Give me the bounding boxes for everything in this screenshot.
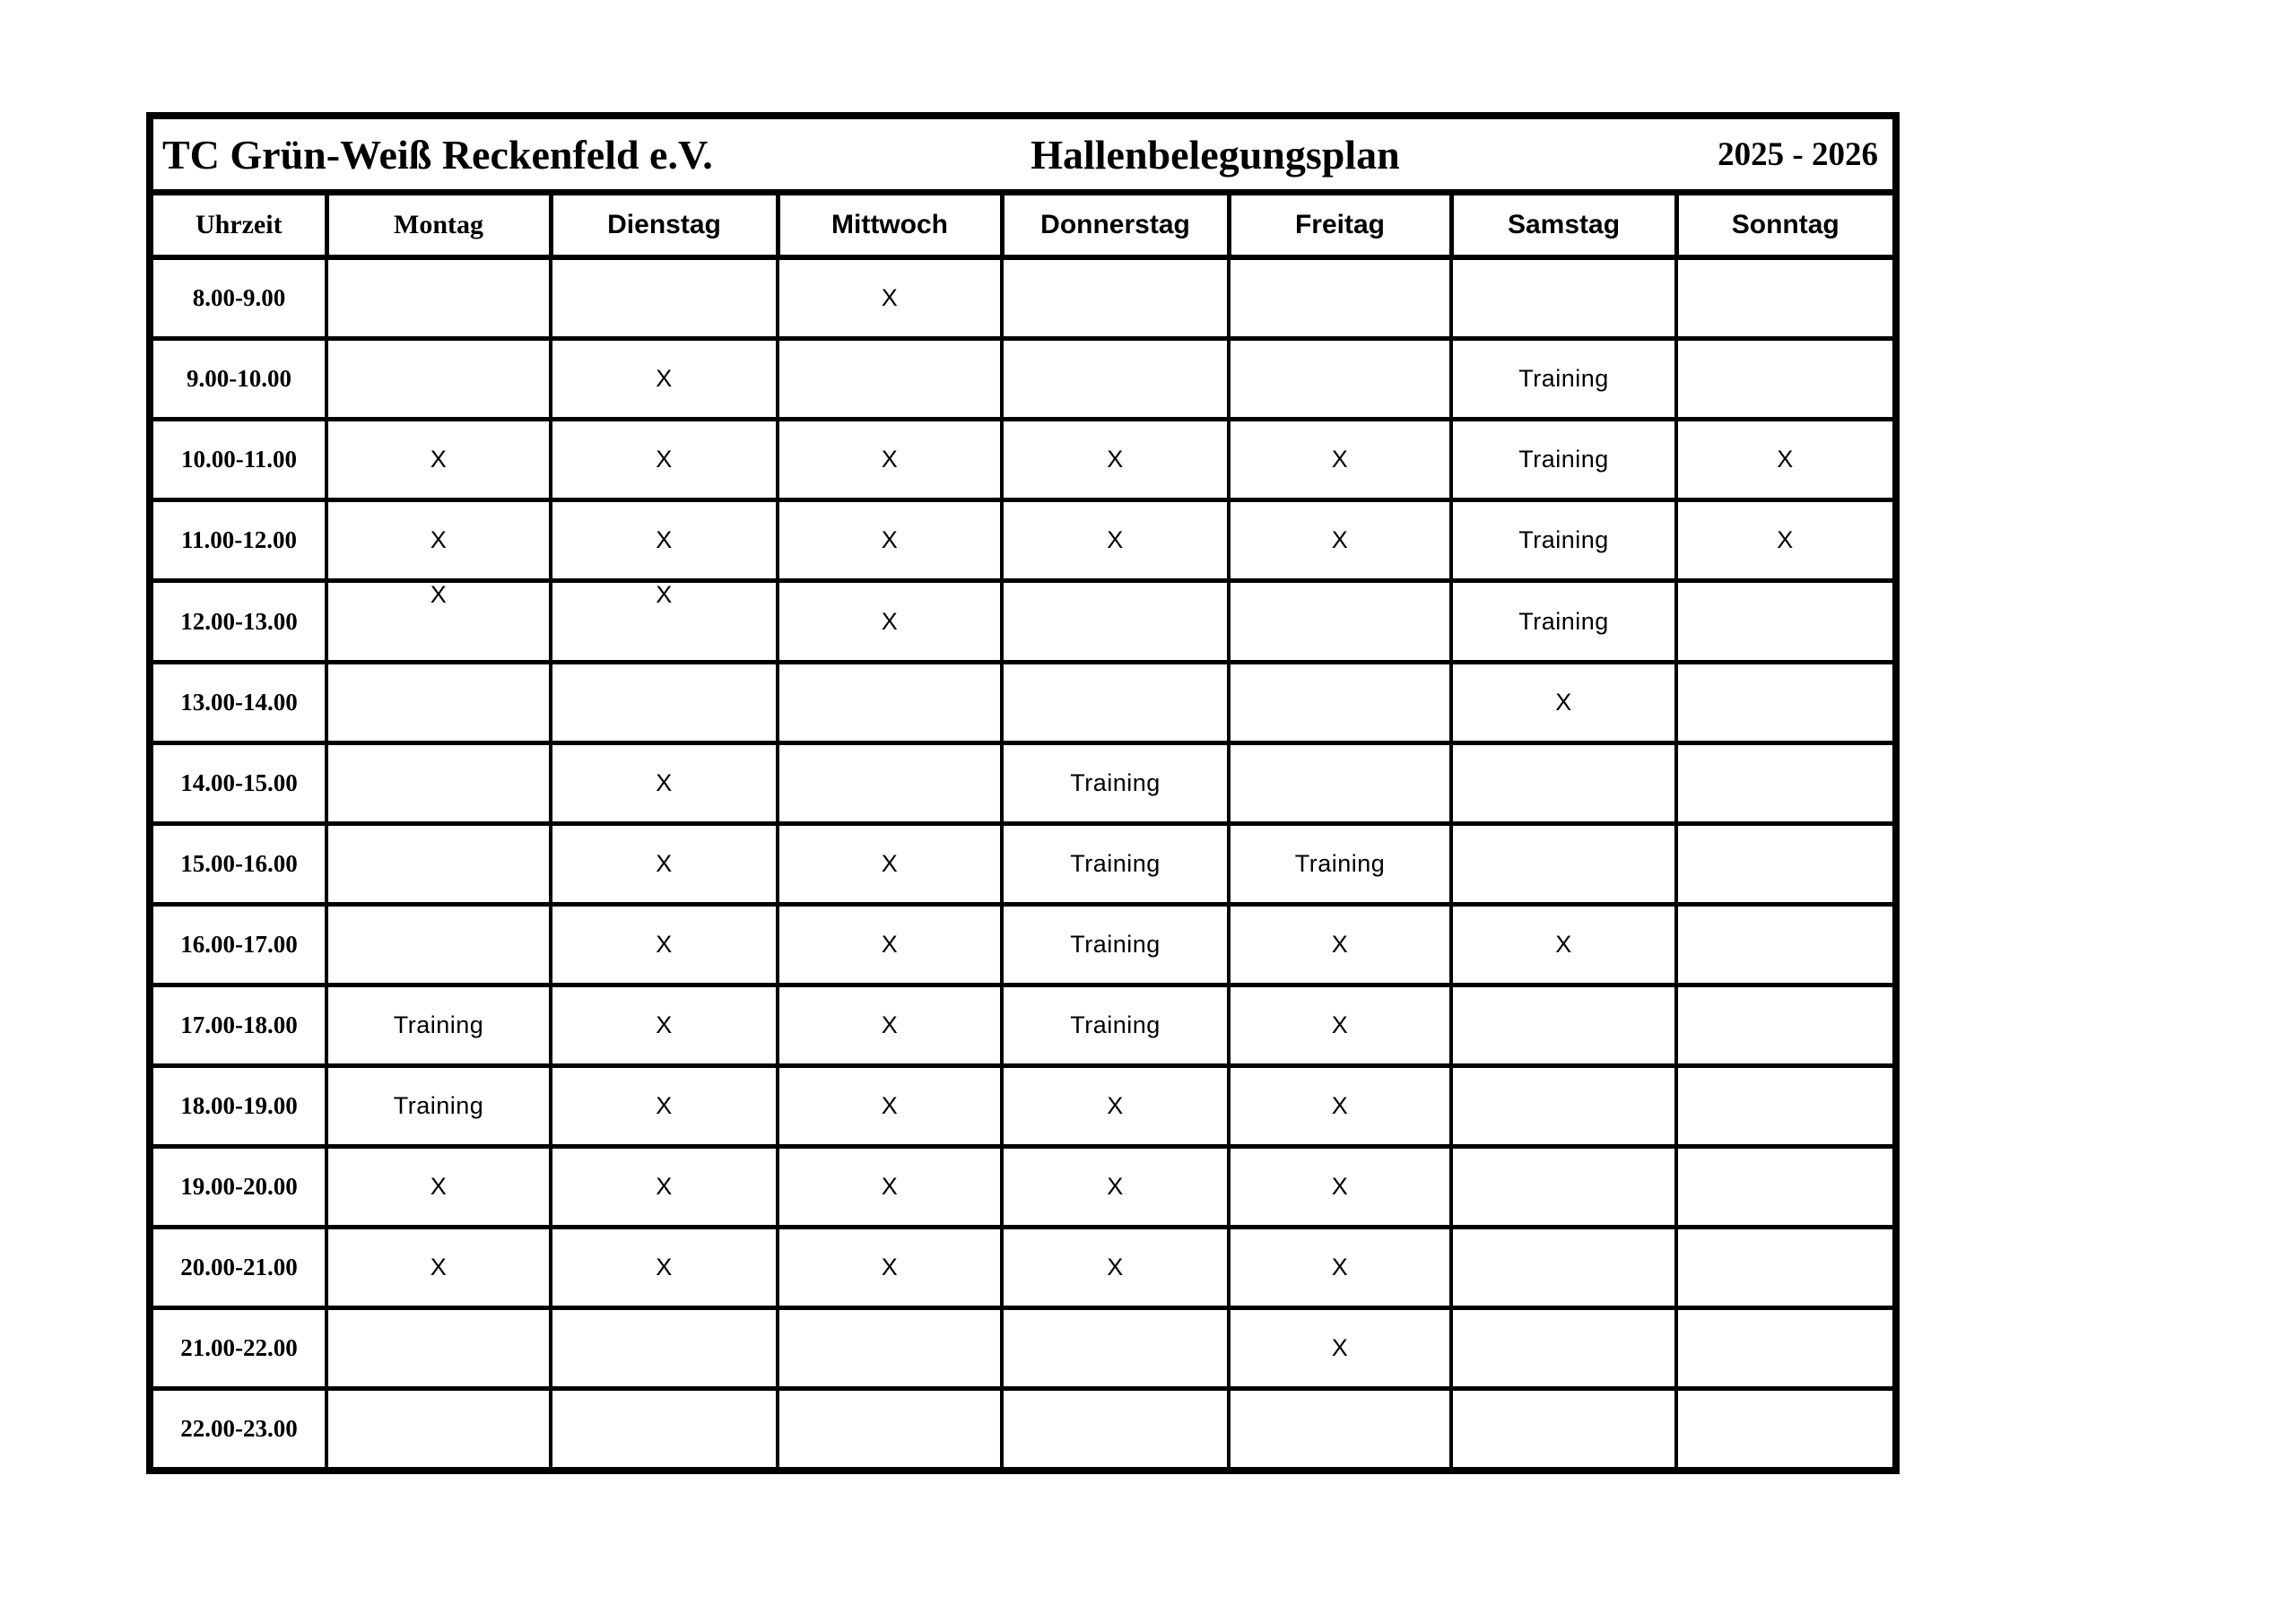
schedule-cell: Training [1002, 985, 1229, 1066]
schedule-cell: X [778, 1147, 1002, 1228]
schedule-cell: X [1229, 985, 1451, 1066]
schedule-cell [551, 1308, 778, 1389]
page-title: Hallenbelegungsplan [1031, 131, 1400, 178]
time-cell: 19.00-20.00 [150, 1147, 326, 1228]
table-row [150, 1066, 1896, 1147]
column-header-montag: Montag [326, 193, 551, 258]
time-cell: 8.00-9.00 [150, 257, 326, 339]
schedule-cell [778, 743, 1002, 824]
schedule-cell [1002, 1389, 1229, 1471]
schedule-cell: X [778, 581, 1002, 663]
time-cell: 15.00-16.00 [150, 824, 326, 905]
schedule-cell: X [778, 985, 1002, 1066]
table-row [150, 500, 1896, 581]
schedule-cell [551, 663, 778, 743]
schedule-cell: X [551, 985, 778, 1066]
column-header-uhrzeit: Uhrzeit [150, 193, 326, 258]
schedule-cell: X [1676, 500, 1896, 581]
schedule-cell [1676, 824, 1896, 905]
column-header-dienstag: Dienstag [551, 193, 778, 258]
schedule-cell: Training [1451, 581, 1676, 663]
table-row [150, 420, 1896, 500]
column-header-freitag: Freitag [1229, 193, 1451, 258]
schedule-cell: X [551, 1066, 778, 1147]
time-cell: 20.00-21.00 [150, 1228, 326, 1308]
season-label: 2025 - 2026 [1718, 135, 1878, 173]
schedule-cell [326, 905, 551, 985]
schedule-cell [1676, 581, 1896, 663]
schedule-cell: Training [1451, 420, 1676, 500]
time-cell: 11.00-12.00 [150, 500, 326, 581]
time-cell: 12.00-13.00 [150, 581, 326, 663]
schedule-cell [1002, 339, 1229, 420]
table-row [150, 663, 1896, 743]
schedule-cell: X [326, 500, 551, 581]
schedule-cell: Training [1451, 339, 1676, 420]
schedule-cell [1451, 1228, 1676, 1308]
schedule-cell [1002, 581, 1229, 663]
time-cell: 16.00-17.00 [150, 905, 326, 985]
time-cell: 21.00-22.00 [150, 1308, 326, 1389]
schedule-cell: X [778, 420, 1002, 500]
schedule-cell: X [1451, 663, 1676, 743]
time-cell: 9.00-10.00 [150, 339, 326, 420]
title-bar [162, 131, 1878, 178]
schedule-cell: X [551, 905, 778, 985]
header-row [150, 193, 1896, 258]
schedule-cell [326, 743, 551, 824]
time-cell: 18.00-19.00 [150, 1066, 326, 1147]
schedule-cell [1229, 743, 1451, 824]
table-row [150, 257, 1896, 339]
schedule-cell [1676, 1066, 1896, 1147]
schedule-cell: X [551, 500, 778, 581]
schedule-cell [1451, 824, 1676, 905]
schedule-cell [1229, 1389, 1451, 1471]
table-row [150, 824, 1896, 905]
schedule-cell [1002, 257, 1229, 339]
schedule-cell [326, 824, 551, 905]
table-row [150, 743, 1896, 824]
schedule-cell [1676, 985, 1896, 1066]
schedule-cell: X [1002, 1228, 1229, 1308]
schedule-cell: X [551, 339, 778, 420]
table-row [150, 1228, 1896, 1308]
schedule-cell: X [778, 1228, 1002, 1308]
table-row [150, 1308, 1896, 1389]
schedule-cell [326, 1308, 551, 1389]
club-name: TC Grün-Weiß Reckenfeld e.V. [162, 131, 713, 178]
title-cell [150, 116, 1896, 193]
title-row [150, 116, 1896, 193]
schedule-cell: X [551, 420, 778, 500]
schedule-cell [551, 1389, 778, 1471]
schedule-cell: X [1229, 1308, 1451, 1389]
schedule-cell: X [551, 824, 778, 905]
column-header-donnerstag: Donnerstag [1002, 193, 1229, 258]
schedule-sheet [146, 112, 1900, 1474]
schedule-cell: X [1229, 905, 1451, 985]
schedule-cell: X [1002, 1066, 1229, 1147]
schedule-cell: Training [1002, 905, 1229, 985]
schedule-cell [1229, 339, 1451, 420]
schedule-cell: X [326, 1228, 551, 1308]
schedule-cell: X [326, 1147, 551, 1228]
schedule-cell [778, 339, 1002, 420]
schedule-cell [1451, 1389, 1676, 1471]
table-row [150, 339, 1896, 420]
table-row [150, 905, 1896, 985]
schedule-cell: X [1676, 420, 1896, 500]
table-row [150, 985, 1896, 1066]
schedule-cell: Training [326, 985, 551, 1066]
schedule-cell [1002, 1308, 1229, 1389]
schedule-cell [778, 1389, 1002, 1471]
schedule-cell: Training [326, 1066, 551, 1147]
schedule-cell [778, 663, 1002, 743]
schedule-cell [326, 663, 551, 743]
schedule-cell [326, 339, 551, 420]
schedule-cell: X [551, 581, 778, 663]
schedule-cell [1451, 743, 1676, 824]
time-cell: 13.00-14.00 [150, 663, 326, 743]
schedule-cell: X [1229, 420, 1451, 500]
schedule-cell: X [1451, 905, 1676, 985]
column-header-samstag: Samstag [1451, 193, 1676, 258]
schedule-cell [1451, 1066, 1676, 1147]
schedule-cell [1676, 663, 1896, 743]
schedule-cell: X [1229, 1228, 1451, 1308]
schedule-cell: X [1229, 1066, 1451, 1147]
table-row [150, 581, 1896, 663]
schedule-cell: X [778, 905, 1002, 985]
schedule-cell: Training [1002, 743, 1229, 824]
schedule-cell [1451, 985, 1676, 1066]
schedule-cell: X [778, 257, 1002, 339]
schedule-cell: X [551, 743, 778, 824]
table-row [150, 1147, 1896, 1228]
schedule-cell [1676, 1308, 1896, 1389]
schedule-cell: X [778, 824, 1002, 905]
schedule-cell: Training [1229, 824, 1451, 905]
schedule-cell [1451, 1308, 1676, 1389]
occupancy-plan-table [146, 112, 1900, 1474]
schedule-cell [1676, 257, 1896, 339]
schedule-cell [326, 1389, 551, 1471]
column-header-sonntag: Sonntag [1676, 193, 1896, 258]
schedule-cell: X [326, 581, 551, 663]
schedule-cell [1676, 1228, 1896, 1308]
time-cell: 14.00-15.00 [150, 743, 326, 824]
schedule-cell: X [551, 1147, 778, 1228]
schedule-cell: X [1002, 420, 1229, 500]
schedule-cell: X [778, 1066, 1002, 1147]
schedule-cell [1676, 905, 1896, 985]
schedule-cell: X [1229, 500, 1451, 581]
schedule-cell [1676, 339, 1896, 420]
schedule-cell [1451, 257, 1676, 339]
schedule-cell [1451, 1147, 1676, 1228]
schedule-cell: X [1229, 1147, 1451, 1228]
schedule-cell [778, 1308, 1002, 1389]
schedule-cell: X [551, 1228, 778, 1308]
schedule-cell [1676, 743, 1896, 824]
schedule-cell [1229, 257, 1451, 339]
schedule-cell: X [326, 420, 551, 500]
schedule-cell [1676, 1147, 1896, 1228]
schedule-cell [1002, 663, 1229, 743]
schedule-cell: X [1002, 1147, 1229, 1228]
schedule-cell [1676, 1389, 1896, 1471]
schedule-cell [1229, 581, 1451, 663]
time-cell: 22.00-23.00 [150, 1389, 326, 1471]
schedule-cell: Training [1002, 824, 1229, 905]
schedule-cell: X [778, 500, 1002, 581]
time-cell: 10.00-11.00 [150, 420, 326, 500]
time-cell: 17.00-18.00 [150, 985, 326, 1066]
schedule-cell [551, 257, 778, 339]
column-header-mittwoch: Mittwoch [778, 193, 1002, 258]
schedule-cell [326, 257, 551, 339]
schedule-cell: Training [1451, 500, 1676, 581]
schedule-cell [1229, 663, 1451, 743]
schedule-cell: X [1002, 500, 1229, 581]
table-row [150, 1389, 1896, 1471]
